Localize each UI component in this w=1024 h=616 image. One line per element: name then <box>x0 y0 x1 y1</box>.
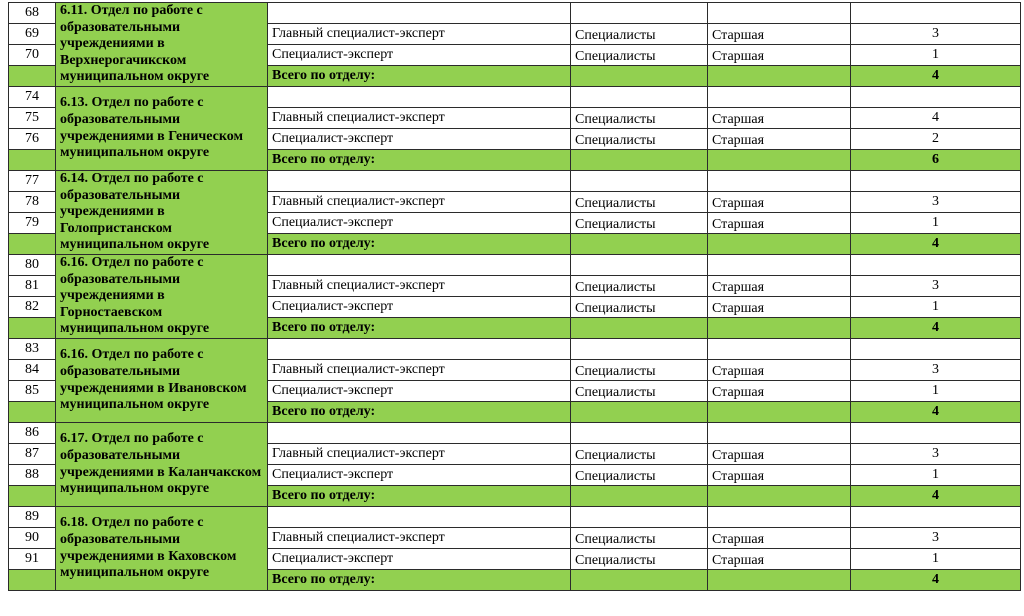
count-cell: 1 <box>851 213 1021 234</box>
department-cell: 6.14. Отдел по работе с образовательными учреждениями в Голопристанском муниципальном округе <box>56 171 268 255</box>
group-cell: Старшая <box>708 129 851 150</box>
category-cell: Специалисты <box>571 549 708 570</box>
position-cell: Главный специалист-эксперт <box>268 24 571 45</box>
position-cell: Главный специалист-эксперт <box>268 108 571 129</box>
row-number-cell: 74 <box>9 87 56 108</box>
category-cell-empty <box>571 255 708 276</box>
group-cell: Старшая <box>708 297 851 318</box>
row-number-cell: 77 <box>9 171 56 192</box>
position-cell-empty <box>268 339 571 360</box>
row-number-cell: 89 <box>9 507 56 528</box>
department-cell: 6.13. Отдел по работе с образовательными учреждениями в Геническом муниципальном округе <box>56 87 268 171</box>
position-cell: Специалист-эксперт <box>268 45 571 66</box>
row-number-cell: 85 <box>9 381 56 402</box>
position-cell: Специалист-эксперт <box>268 213 571 234</box>
total-count-cell: 4 <box>851 66 1021 87</box>
table-row <box>9 339 1021 360</box>
group-cell-empty <box>708 66 851 87</box>
table-row <box>9 423 1021 444</box>
total-label-cell: Всего по отделу: <box>268 66 571 87</box>
position-cell: Главный специалист-эксперт <box>268 528 571 549</box>
count-cell: 3 <box>851 528 1021 549</box>
position-cell: Главный специалист-эксперт <box>268 276 571 297</box>
category-cell-empty <box>571 87 708 108</box>
total-count-cell: 4 <box>851 402 1021 423</box>
row-number-cell: 70 <box>9 45 56 66</box>
group-cell: Старшая <box>708 381 851 402</box>
group-cell: Старшая <box>708 465 851 486</box>
count-cell-empty <box>851 3 1021 24</box>
category-cell-empty <box>571 423 708 444</box>
position-cell: Главный специалист-эксперт <box>268 360 571 381</box>
position-cell-empty <box>268 255 571 276</box>
total-label-cell: Всего по отделу: <box>268 150 571 171</box>
category-cell-empty <box>571 339 708 360</box>
position-cell: Специалист-эксперт <box>268 381 571 402</box>
group-cell: Старшая <box>708 549 851 570</box>
count-cell-empty <box>851 171 1021 192</box>
row-number-cell: 88 <box>9 465 56 486</box>
category-cell-empty <box>571 234 708 255</box>
category-cell-empty <box>571 402 708 423</box>
count-cell-empty <box>851 255 1021 276</box>
row-number-cell: 75 <box>9 108 56 129</box>
position-cell: Главный специалист-эксперт <box>268 444 571 465</box>
row-number-cell: 69 <box>9 24 56 45</box>
category-cell-empty <box>571 150 708 171</box>
category-cell-empty <box>571 507 708 528</box>
category-cell: Специалисты <box>571 381 708 402</box>
total-count-cell: 4 <box>851 234 1021 255</box>
category-cell: Специалисты <box>571 297 708 318</box>
count-cell: 2 <box>851 129 1021 150</box>
group-cell-empty <box>708 87 851 108</box>
group-cell-empty <box>708 423 851 444</box>
group-cell: Старшая <box>708 108 851 129</box>
row-number-cell-empty <box>9 66 56 87</box>
total-label-cell: Всего по отделу: <box>268 318 571 339</box>
row-number-cell: 81 <box>9 276 56 297</box>
total-count-cell: 4 <box>851 318 1021 339</box>
position-cell: Специалист-эксперт <box>268 129 571 150</box>
category-cell: Специалисты <box>571 192 708 213</box>
count-cell-empty <box>851 507 1021 528</box>
group-cell-empty <box>708 255 851 276</box>
row-number-cell: 82 <box>9 297 56 318</box>
department-cell: 6.16. Отдел по работе с образовательными учреждениями в Ивановском муниципальном округе <box>56 339 268 423</box>
document-page <box>0 2 1024 616</box>
position-cell-empty <box>268 171 571 192</box>
row-number-cell-empty <box>9 318 56 339</box>
row-number-cell: 68 <box>9 3 56 24</box>
position-cell-empty <box>268 507 571 528</box>
group-cell-empty <box>708 486 851 507</box>
row-number-cell-empty <box>9 402 56 423</box>
group-cell-empty <box>708 507 851 528</box>
row-number-cell: 91 <box>9 549 56 570</box>
total-label-cell: Всего по отделу: <box>268 486 571 507</box>
total-label-cell: Всего по отделу: <box>268 402 571 423</box>
row-number-cell: 80 <box>9 255 56 276</box>
total-count-cell: 4 <box>851 486 1021 507</box>
table-row <box>9 507 1021 528</box>
position-cell: Специалист-эксперт <box>268 549 571 570</box>
group-cell-empty <box>708 570 851 591</box>
group-cell: Старшая <box>708 45 851 66</box>
group-cell-empty <box>708 3 851 24</box>
count-cell: 3 <box>851 444 1021 465</box>
department-cell: 6.18. Отдел по работе с образовательными учреждениями в Каховском муниципальном округе <box>56 507 268 591</box>
count-cell: 1 <box>851 549 1021 570</box>
row-number-cell: 76 <box>9 129 56 150</box>
department-cell: 6.16. Отдел по работе с образовательными учреждениями в Горностаевском муниципальном округе <box>56 255 268 339</box>
position-cell: Главный специалист-эксперт <box>268 192 571 213</box>
count-cell-empty <box>851 87 1021 108</box>
row-number-cell: 90 <box>9 528 56 549</box>
category-cell: Специалисты <box>571 360 708 381</box>
position-cell: Специалист-эксперт <box>268 465 571 486</box>
category-cell: Специалисты <box>571 213 708 234</box>
category-cell: Специалисты <box>571 129 708 150</box>
category-cell-empty <box>571 318 708 339</box>
position-cell-empty <box>268 3 571 24</box>
group-cell: Старшая <box>708 192 851 213</box>
category-cell-empty <box>571 171 708 192</box>
category-cell: Специалисты <box>571 465 708 486</box>
row-number-cell: 86 <box>9 423 56 444</box>
row-number-cell: 78 <box>9 192 56 213</box>
row-number-cell: 79 <box>9 213 56 234</box>
category-cell: Специалисты <box>571 108 708 129</box>
category-cell: Специалисты <box>571 528 708 549</box>
group-cell-empty <box>708 318 851 339</box>
count-cell-empty <box>851 339 1021 360</box>
row-number-cell-empty <box>9 570 56 591</box>
total-count-cell: 6 <box>851 150 1021 171</box>
row-number-cell-empty <box>9 150 56 171</box>
table-row <box>9 3 1021 24</box>
position-cell-empty <box>268 87 571 108</box>
row-number-cell: 87 <box>9 444 56 465</box>
group-cell: Старшая <box>708 528 851 549</box>
category-cell: Специалисты <box>571 24 708 45</box>
category-cell-empty <box>571 486 708 507</box>
count-cell: 1 <box>851 381 1021 402</box>
staff-table <box>8 2 1021 591</box>
row-number-cell-empty <box>9 486 56 507</box>
group-cell: Старшая <box>708 360 851 381</box>
count-cell: 3 <box>851 192 1021 213</box>
group-cell-empty <box>708 150 851 171</box>
count-cell: 3 <box>851 360 1021 381</box>
count-cell: 3 <box>851 276 1021 297</box>
table-row <box>9 87 1021 108</box>
department-cell: 6.17. Отдел по работе с образовательными учреждениями в Каланчакском муниципальном округе <box>56 423 268 507</box>
department-cell: 6.11. Отдел по работе с образовательными учреждениями в Верхнерогачикском муниципальном округе <box>56 3 268 87</box>
category-cell: Специалисты <box>571 45 708 66</box>
total-label-cell: Всего по отделу: <box>268 570 571 591</box>
category-cell-empty <box>571 66 708 87</box>
count-cell-empty <box>851 423 1021 444</box>
category-cell-empty <box>571 3 708 24</box>
row-number-cell: 83 <box>9 339 56 360</box>
row-number-cell: 84 <box>9 360 56 381</box>
count-cell: 1 <box>851 45 1021 66</box>
group-cell-empty <box>708 402 851 423</box>
count-cell: 1 <box>851 297 1021 318</box>
position-cell-empty <box>268 423 571 444</box>
group-cell: Старшая <box>708 276 851 297</box>
category-cell: Специалисты <box>571 444 708 465</box>
group-cell: Старшая <box>708 24 851 45</box>
category-cell: Специалисты <box>571 276 708 297</box>
group-cell-empty <box>708 171 851 192</box>
group-cell: Старшая <box>708 213 851 234</box>
group-cell-empty <box>708 234 851 255</box>
group-cell-empty <box>708 339 851 360</box>
group-cell: Старшая <box>708 444 851 465</box>
category-cell-empty <box>571 570 708 591</box>
position-cell: Специалист-эксперт <box>268 297 571 318</box>
count-cell: 4 <box>851 108 1021 129</box>
table-row <box>9 255 1021 276</box>
count-cell: 1 <box>851 465 1021 486</box>
row-number-cell-empty <box>9 234 56 255</box>
table-row <box>9 171 1021 192</box>
total-label-cell: Всего по отделу: <box>268 234 571 255</box>
count-cell: 3 <box>851 24 1021 45</box>
total-count-cell: 4 <box>851 570 1021 591</box>
